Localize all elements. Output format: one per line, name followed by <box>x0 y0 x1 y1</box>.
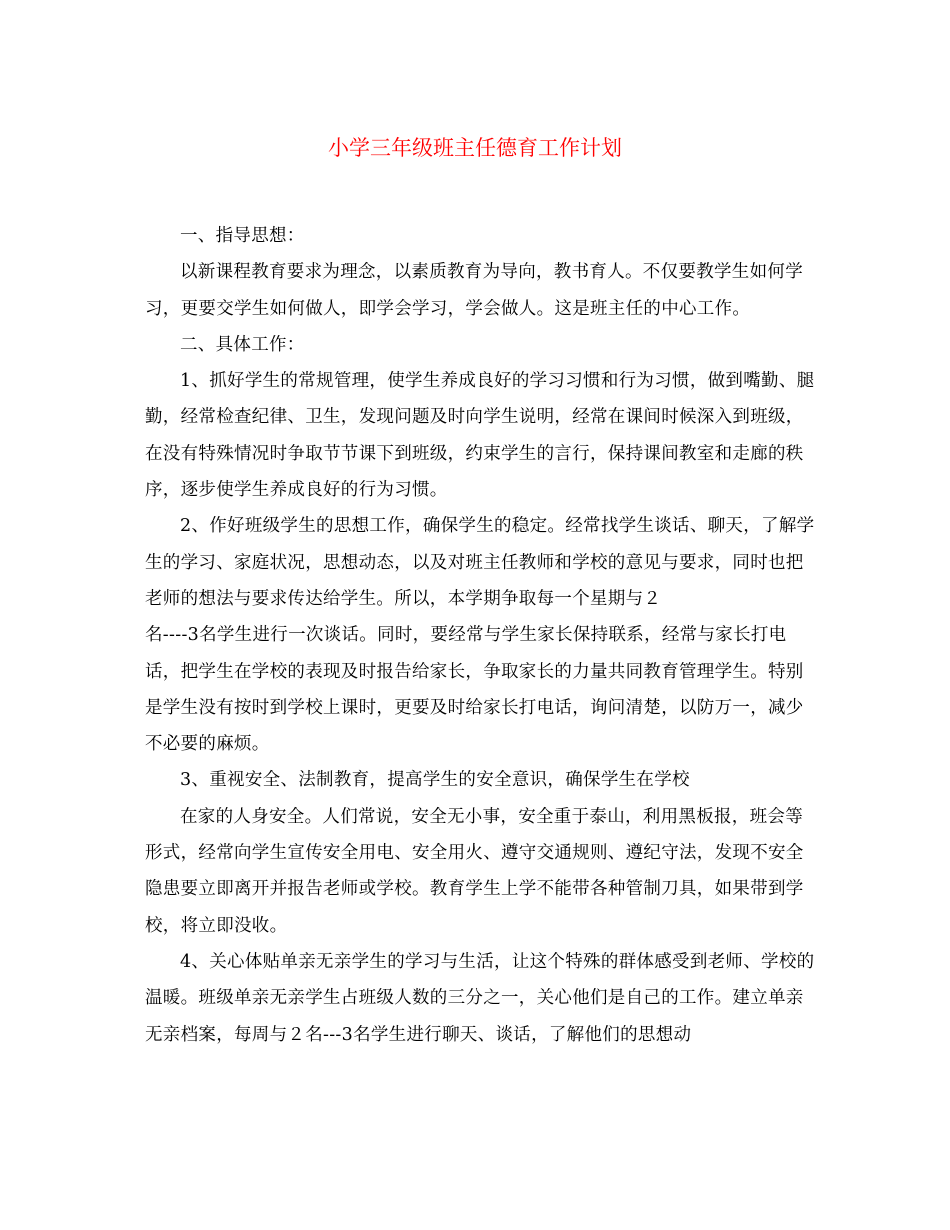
document-body <box>145 218 815 1053</box>
paragraph-item-3-continued: 在家的人身安全。人们常说，安全无小事，安全重于泰山，利用黑板报，班会等形式，经常向学生宣传安全用电、安全用火、遵守交通规则、遵纪守法，发现不安全隐患要立即离开并报告老师或学校。教育学生上学不能带各种管制刀具，如果带到学校，将立即没收。 <box>145 806 804 936</box>
paragraph-item-4: 4、关心体贴单亲无亲学生的学习与生活，让这个特殊的群体感受到老师、学校的温暖。班级单亲无亲学生占班级人数的三分之一，关心他们是自己的工作。建立单亲无亲档案，每周与２名---3名学生进行聊天、谈话，了解他们的思想动 <box>145 951 815 1045</box>
paragraph-item-2-continued: 名----3名学生进行一次谈话。同时，要经常与学生家长保持联系，经常与家长打电话，把学生在学校的表现及时报告给家长，争取家长的力量共同教育管理学生。特别是学生没有按时到学校上课时，更要及时给家长打电话，询问清楚，以防万一，减少不必要的麻烦。 <box>145 625 804 755</box>
heading-guiding-thought: 一、指导思想： <box>180 226 305 246</box>
heading-specific-work: 二、具体工作： <box>180 334 305 355</box>
paragraph-item-3: 3、重视安全、法制教育，提高学生的安全意识，确保学生在学校 <box>180 770 690 791</box>
paragraph-item-2: 2、作好班级学生的思想工作，确保学生的稳定。经常找学生谈话、聊天，了解学生的学习、家庭状况，思想动态，以及对班主任教师和学校的意见与要求，同时也把老师的想法与要求传达给学生。所以，本学期争取每一个星期与２ <box>145 516 815 609</box>
document-title: 小学三年级班主任德育工作计划 <box>328 136 622 160</box>
paragraph-item-1: 1、抓好学生的常规管理，使学生养成良好的学习习惯和行为习惯，做到嘴勤、腿勤，经常检查纪律、卫生，发现问题及时向学生说明，经常在课间时候深入到班级，在没有特殊情况时争取节节课下到班级，约束学生的言行，保持课间教室和走廊的秩序，逐步使学生养成良好的行为习惯。 <box>145 371 815 501</box>
paragraph-guiding-thought: 以新课程教育要求为理念，以素质教育为导向，教书育人。不仅要教学生如何学习，更要交学生如何做人，即学会学习，学会做人。这是班主任的中心工作。 <box>145 262 803 319</box>
